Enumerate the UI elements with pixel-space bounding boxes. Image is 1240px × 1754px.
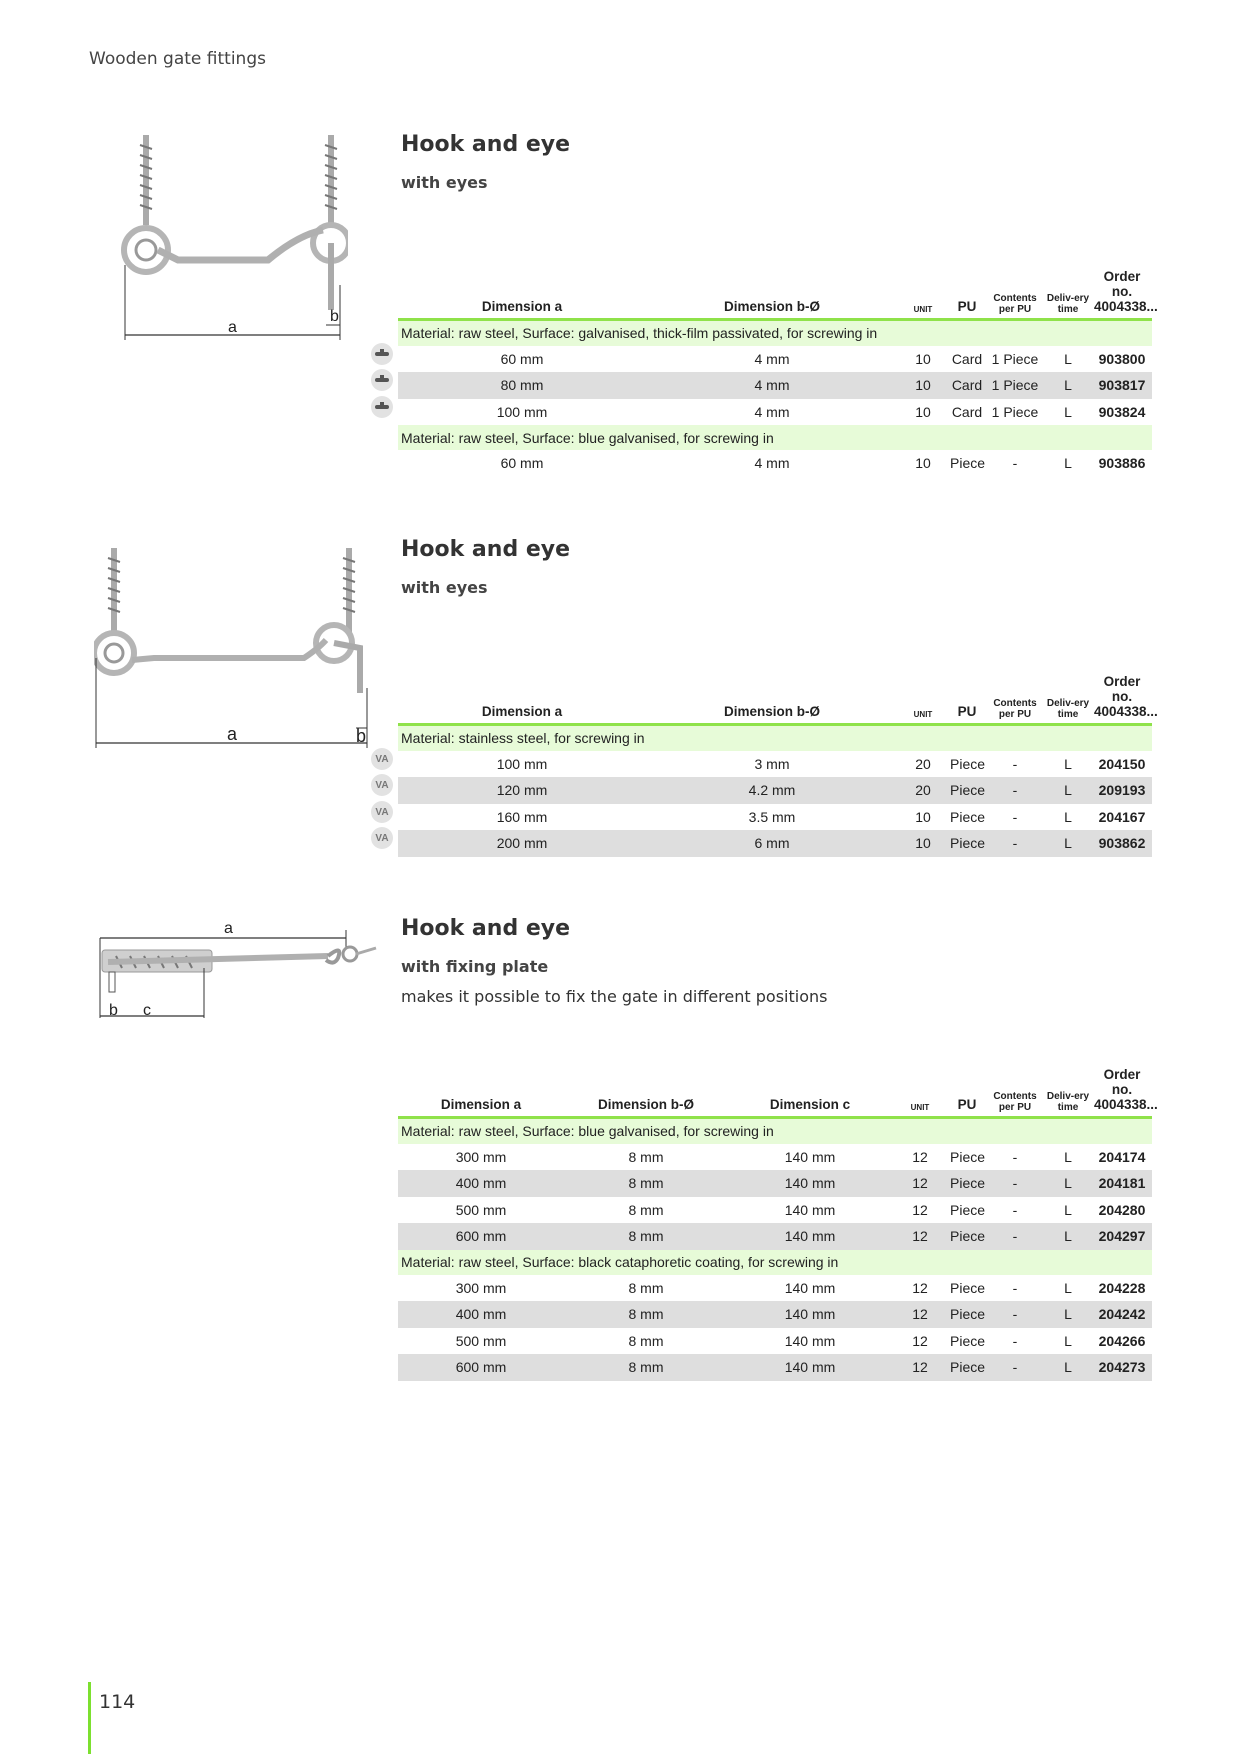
card-icon bbox=[371, 343, 393, 365]
table-cell: L bbox=[1064, 1332, 1072, 1349]
table-cell: 4 mm bbox=[754, 455, 790, 472]
table-row bbox=[398, 1328, 1152, 1355]
dimension-c-label: c bbox=[143, 1002, 151, 1019]
section-title: Hook and eye bbox=[401, 916, 571, 941]
table-cell: Piece bbox=[948, 830, 986, 857]
table-cell: 204174 bbox=[1098, 1148, 1146, 1165]
table-cell: 8 mm bbox=[564, 1223, 728, 1250]
table-row bbox=[398, 372, 1152, 399]
table-cell: Piece bbox=[950, 808, 986, 825]
table-cell: 140 mm bbox=[784, 1201, 836, 1218]
table-cell: 600 mm bbox=[398, 1223, 564, 1250]
col-pu: PU bbox=[957, 1096, 977, 1112]
col-dimension-a: Dimension a bbox=[481, 298, 563, 314]
dimension-b-label: b bbox=[330, 308, 339, 325]
table-cell: 80 mm bbox=[398, 372, 646, 399]
table-row bbox=[398, 1144, 1152, 1171]
table-row bbox=[398, 804, 1152, 831]
table-row bbox=[398, 450, 1152, 477]
table-cell: 140 mm bbox=[784, 1279, 836, 1296]
table-cell: L bbox=[1064, 755, 1072, 772]
table-cell: Piece bbox=[950, 1148, 986, 1165]
col-order-no: Order no. 4004338... bbox=[1094, 1067, 1158, 1112]
table-cell: 12 bbox=[892, 1301, 948, 1328]
table-cell: 8 mm bbox=[564, 1301, 728, 1328]
table-cell: L bbox=[1044, 1223, 1092, 1250]
col-order-no: Order no. 4004338... bbox=[1094, 269, 1158, 314]
table-cell: L bbox=[1064, 1148, 1072, 1165]
dimension-a-label: a bbox=[227, 724, 238, 744]
table-cell: Piece bbox=[950, 1201, 986, 1218]
table-cell: 4 mm bbox=[646, 372, 898, 399]
table-cell: 10 bbox=[898, 830, 948, 857]
table-cell: 1 Piece bbox=[991, 350, 1039, 367]
table-cell: L bbox=[1044, 830, 1092, 857]
col-delivery: Deliv-ery time bbox=[1046, 1090, 1090, 1113]
table-row bbox=[398, 1354, 1152, 1381]
table-cell: L bbox=[1064, 1201, 1072, 1218]
table-cell: 3.5 mm bbox=[748, 808, 796, 825]
table-cell: 12 bbox=[912, 1279, 928, 1296]
table-cell: 600 mm bbox=[398, 1354, 564, 1381]
table-cell: Piece bbox=[948, 1170, 986, 1197]
table-cell: 204228 bbox=[1098, 1279, 1146, 1296]
col-contents: Contents per PU bbox=[993, 697, 1037, 720]
table-cell: 4.2 mm bbox=[646, 777, 898, 804]
table-cell: 12 bbox=[912, 1332, 928, 1349]
table-row bbox=[398, 346, 1152, 373]
table-cell: 12 bbox=[912, 1201, 928, 1218]
table-cell: Piece bbox=[948, 1223, 986, 1250]
table-cell: - bbox=[986, 830, 1044, 857]
stainless-va-badge: VA bbox=[371, 774, 393, 796]
table-cell: 204181 bbox=[1092, 1170, 1152, 1197]
table-cell: L bbox=[1064, 403, 1072, 420]
table-cell: 903817 bbox=[1092, 372, 1152, 399]
table-cell: L bbox=[1064, 455, 1072, 472]
table-cell: - bbox=[1012, 1148, 1018, 1165]
table-cell: 500 mm bbox=[455, 1332, 507, 1349]
table-cell: L bbox=[1064, 808, 1072, 825]
table-row bbox=[398, 1197, 1152, 1224]
col-delivery: Deliv-ery time bbox=[1046, 697, 1090, 720]
table-cell: 12 bbox=[912, 1148, 928, 1165]
table-cell: Piece bbox=[948, 777, 986, 804]
table-cell: 140 mm bbox=[728, 1170, 892, 1197]
table-cell: 140 mm bbox=[728, 1301, 892, 1328]
table-cell: 903862 bbox=[1092, 830, 1152, 857]
table-cell: 12 bbox=[892, 1354, 948, 1381]
table-cell: 903886 bbox=[1098, 455, 1146, 472]
material-row: Material: raw steel, Surface: blue galvanised, for screwing in bbox=[398, 425, 1152, 450]
table-cell: 500 mm bbox=[455, 1201, 507, 1218]
hook-eye-diagram-2 bbox=[94, 548, 370, 748]
table-cell: 204150 bbox=[1098, 755, 1146, 772]
table-cell: 204266 bbox=[1098, 1332, 1146, 1349]
table-cell: 903800 bbox=[1098, 350, 1146, 367]
product-table-2 bbox=[398, 674, 1158, 857]
table-cell: - bbox=[1012, 755, 1018, 772]
section-description: makes it possible to fix the gate in different positions bbox=[401, 987, 828, 1006]
table-cell: - bbox=[1012, 455, 1018, 472]
table-cell: 300 mm bbox=[455, 1148, 507, 1165]
table-cell: 8 mm bbox=[628, 1332, 664, 1349]
table-row bbox=[398, 751, 1152, 778]
stainless-va-badge: VA bbox=[371, 748, 393, 770]
table-cell: 120 mm bbox=[398, 777, 646, 804]
page-number: 114 bbox=[88, 1682, 135, 1754]
table-cell: 204242 bbox=[1092, 1301, 1152, 1328]
table-cell: Piece bbox=[948, 1301, 986, 1328]
col-unit: UNIT bbox=[913, 709, 933, 719]
product-table-1 bbox=[398, 269, 1158, 477]
table-cell: 100 mm bbox=[496, 755, 548, 772]
table-row bbox=[398, 777, 1152, 804]
section-title: Hook and eye bbox=[401, 537, 571, 562]
stainless-va-badge: VA bbox=[371, 801, 393, 823]
table-cell: 140 mm bbox=[784, 1148, 836, 1165]
material-row: Material: raw steel, Surface: black cataphoretic coating, for screwing in bbox=[398, 1250, 1152, 1275]
table-cell: 204273 bbox=[1092, 1354, 1152, 1381]
dimension-a-label: a bbox=[224, 920, 233, 937]
table-cell: 8 mm bbox=[628, 1148, 664, 1165]
col-dimension-a: Dimension a bbox=[481, 703, 563, 719]
table-cell: 8 mm bbox=[628, 1279, 664, 1296]
table-cell: - bbox=[1012, 808, 1018, 825]
table-cell: 1 Piece bbox=[991, 403, 1039, 420]
table-cell: 1 Piece bbox=[986, 372, 1044, 399]
table-row bbox=[398, 1170, 1152, 1197]
table-cell: - bbox=[986, 1170, 1044, 1197]
table-cell: 10 bbox=[915, 403, 931, 420]
table-cell: 10 bbox=[898, 372, 948, 399]
col-contents: Contents per PU bbox=[993, 292, 1037, 315]
table-cell: Card bbox=[951, 403, 983, 420]
material-row: Material: raw steel, Surface: blue galvanised, for screwing in bbox=[398, 1117, 1152, 1144]
section-title: Hook and eye bbox=[401, 132, 571, 157]
table-cell: 209193 bbox=[1092, 777, 1152, 804]
table-cell: L bbox=[1044, 1354, 1092, 1381]
table-cell: 140 mm bbox=[728, 1354, 892, 1381]
table-cell: 20 bbox=[898, 777, 948, 804]
table-row bbox=[398, 830, 1152, 857]
table-cell: 4 mm bbox=[754, 350, 790, 367]
table-cell: 204280 bbox=[1098, 1201, 1146, 1218]
dimension-a-label: a bbox=[228, 319, 237, 336]
table-cell: 400 mm bbox=[398, 1170, 564, 1197]
product-table-3 bbox=[398, 1067, 1158, 1381]
card-icon bbox=[371, 369, 393, 391]
table-cell: - bbox=[986, 1354, 1044, 1381]
table-cell: 10 bbox=[915, 455, 931, 472]
material-row: Material: raw steel, Surface: galvanised, thick-film passivated, for screwing in bbox=[398, 319, 1152, 346]
table-cell: 60 mm bbox=[500, 455, 544, 472]
table-cell: 140 mm bbox=[728, 1223, 892, 1250]
table-cell: 8 mm bbox=[564, 1170, 728, 1197]
table-cell: 100 mm bbox=[496, 403, 548, 420]
section-subtitle: with fixing plate bbox=[401, 957, 549, 976]
table-row bbox=[398, 399, 1152, 426]
table-cell: 140 mm bbox=[784, 1332, 836, 1349]
table-cell: - bbox=[1012, 1332, 1018, 1349]
col-unit: UNIT bbox=[913, 304, 933, 314]
table-cell: 10 bbox=[915, 350, 931, 367]
table-cell: L bbox=[1064, 350, 1072, 367]
col-dimension-a: Dimension a bbox=[440, 1096, 522, 1112]
table-cell: 4 mm bbox=[754, 403, 790, 420]
table-row bbox=[398, 1275, 1152, 1302]
table-cell: L bbox=[1044, 777, 1092, 804]
col-order-no: Order no. 4004338... bbox=[1094, 674, 1158, 719]
table-cell: 6 mm bbox=[646, 830, 898, 857]
table-cell: - bbox=[986, 1223, 1044, 1250]
col-dimension-b: Dimension b-Ø bbox=[597, 1096, 694, 1112]
table-cell: 10 bbox=[915, 808, 931, 825]
table-cell: 8 mm bbox=[628, 1201, 664, 1218]
table-cell: Piece bbox=[950, 755, 986, 772]
table-cell: - bbox=[1012, 1279, 1018, 1296]
table-cell: - bbox=[1012, 1201, 1018, 1218]
col-pu: PU bbox=[957, 298, 977, 314]
dimension-b-label: b bbox=[109, 1002, 118, 1019]
table-cell: 300 mm bbox=[455, 1279, 507, 1296]
section-subtitle: with eyes bbox=[401, 578, 488, 597]
col-delivery: Deliv-ery time bbox=[1046, 292, 1090, 315]
table-cell: - bbox=[986, 777, 1044, 804]
col-unit: UNIT bbox=[910, 1102, 930, 1112]
table-cell: - bbox=[986, 1301, 1044, 1328]
table-cell: 400 mm bbox=[398, 1301, 564, 1328]
table-cell: L bbox=[1044, 1170, 1092, 1197]
col-dimension-b: Dimension b-Ø bbox=[723, 703, 820, 719]
table-cell: Piece bbox=[950, 455, 986, 472]
table-cell: L bbox=[1044, 372, 1092, 399]
table-cell: 204167 bbox=[1098, 808, 1146, 825]
col-dimension-c: Dimension c bbox=[769, 1096, 851, 1112]
col-pu: PU bbox=[957, 703, 977, 719]
col-dimension-b: Dimension b-Ø bbox=[723, 298, 820, 314]
table-cell: Card bbox=[951, 350, 983, 367]
table-cell: 12 bbox=[892, 1223, 948, 1250]
table-cell: Card bbox=[948, 372, 986, 399]
table-cell: Piece bbox=[948, 1354, 986, 1381]
table-cell: 3 mm bbox=[754, 755, 790, 772]
table-cell: 204297 bbox=[1092, 1223, 1152, 1250]
hook-eye-diagram-1 bbox=[118, 135, 348, 345]
section-subtitle: with eyes bbox=[401, 173, 488, 192]
hook-eye-fixing-plate-diagram bbox=[88, 918, 378, 1023]
table-cell: Piece bbox=[950, 1279, 986, 1296]
table-cell: L bbox=[1064, 1279, 1072, 1296]
table-row bbox=[398, 1301, 1152, 1328]
table-row bbox=[398, 1223, 1152, 1250]
table-cell: 160 mm bbox=[496, 808, 548, 825]
stainless-va-badge: VA bbox=[371, 827, 393, 849]
table-cell: L bbox=[1044, 1301, 1092, 1328]
table-cell: 903824 bbox=[1098, 403, 1146, 420]
table-cell: 12 bbox=[892, 1170, 948, 1197]
col-contents: Contents per PU bbox=[993, 1090, 1037, 1113]
table-cell: 200 mm bbox=[398, 830, 646, 857]
card-icon bbox=[371, 396, 393, 418]
table-cell: 8 mm bbox=[564, 1354, 728, 1381]
table-cell: 20 bbox=[915, 755, 931, 772]
material-row: Material: stainless steel, for screwing in bbox=[398, 724, 1152, 751]
table-cell: Piece bbox=[950, 1332, 986, 1349]
dimension-b-label: b bbox=[356, 726, 367, 746]
page-header: Wooden gate fittings bbox=[89, 49, 266, 69]
table-cell: 60 mm bbox=[500, 350, 544, 367]
